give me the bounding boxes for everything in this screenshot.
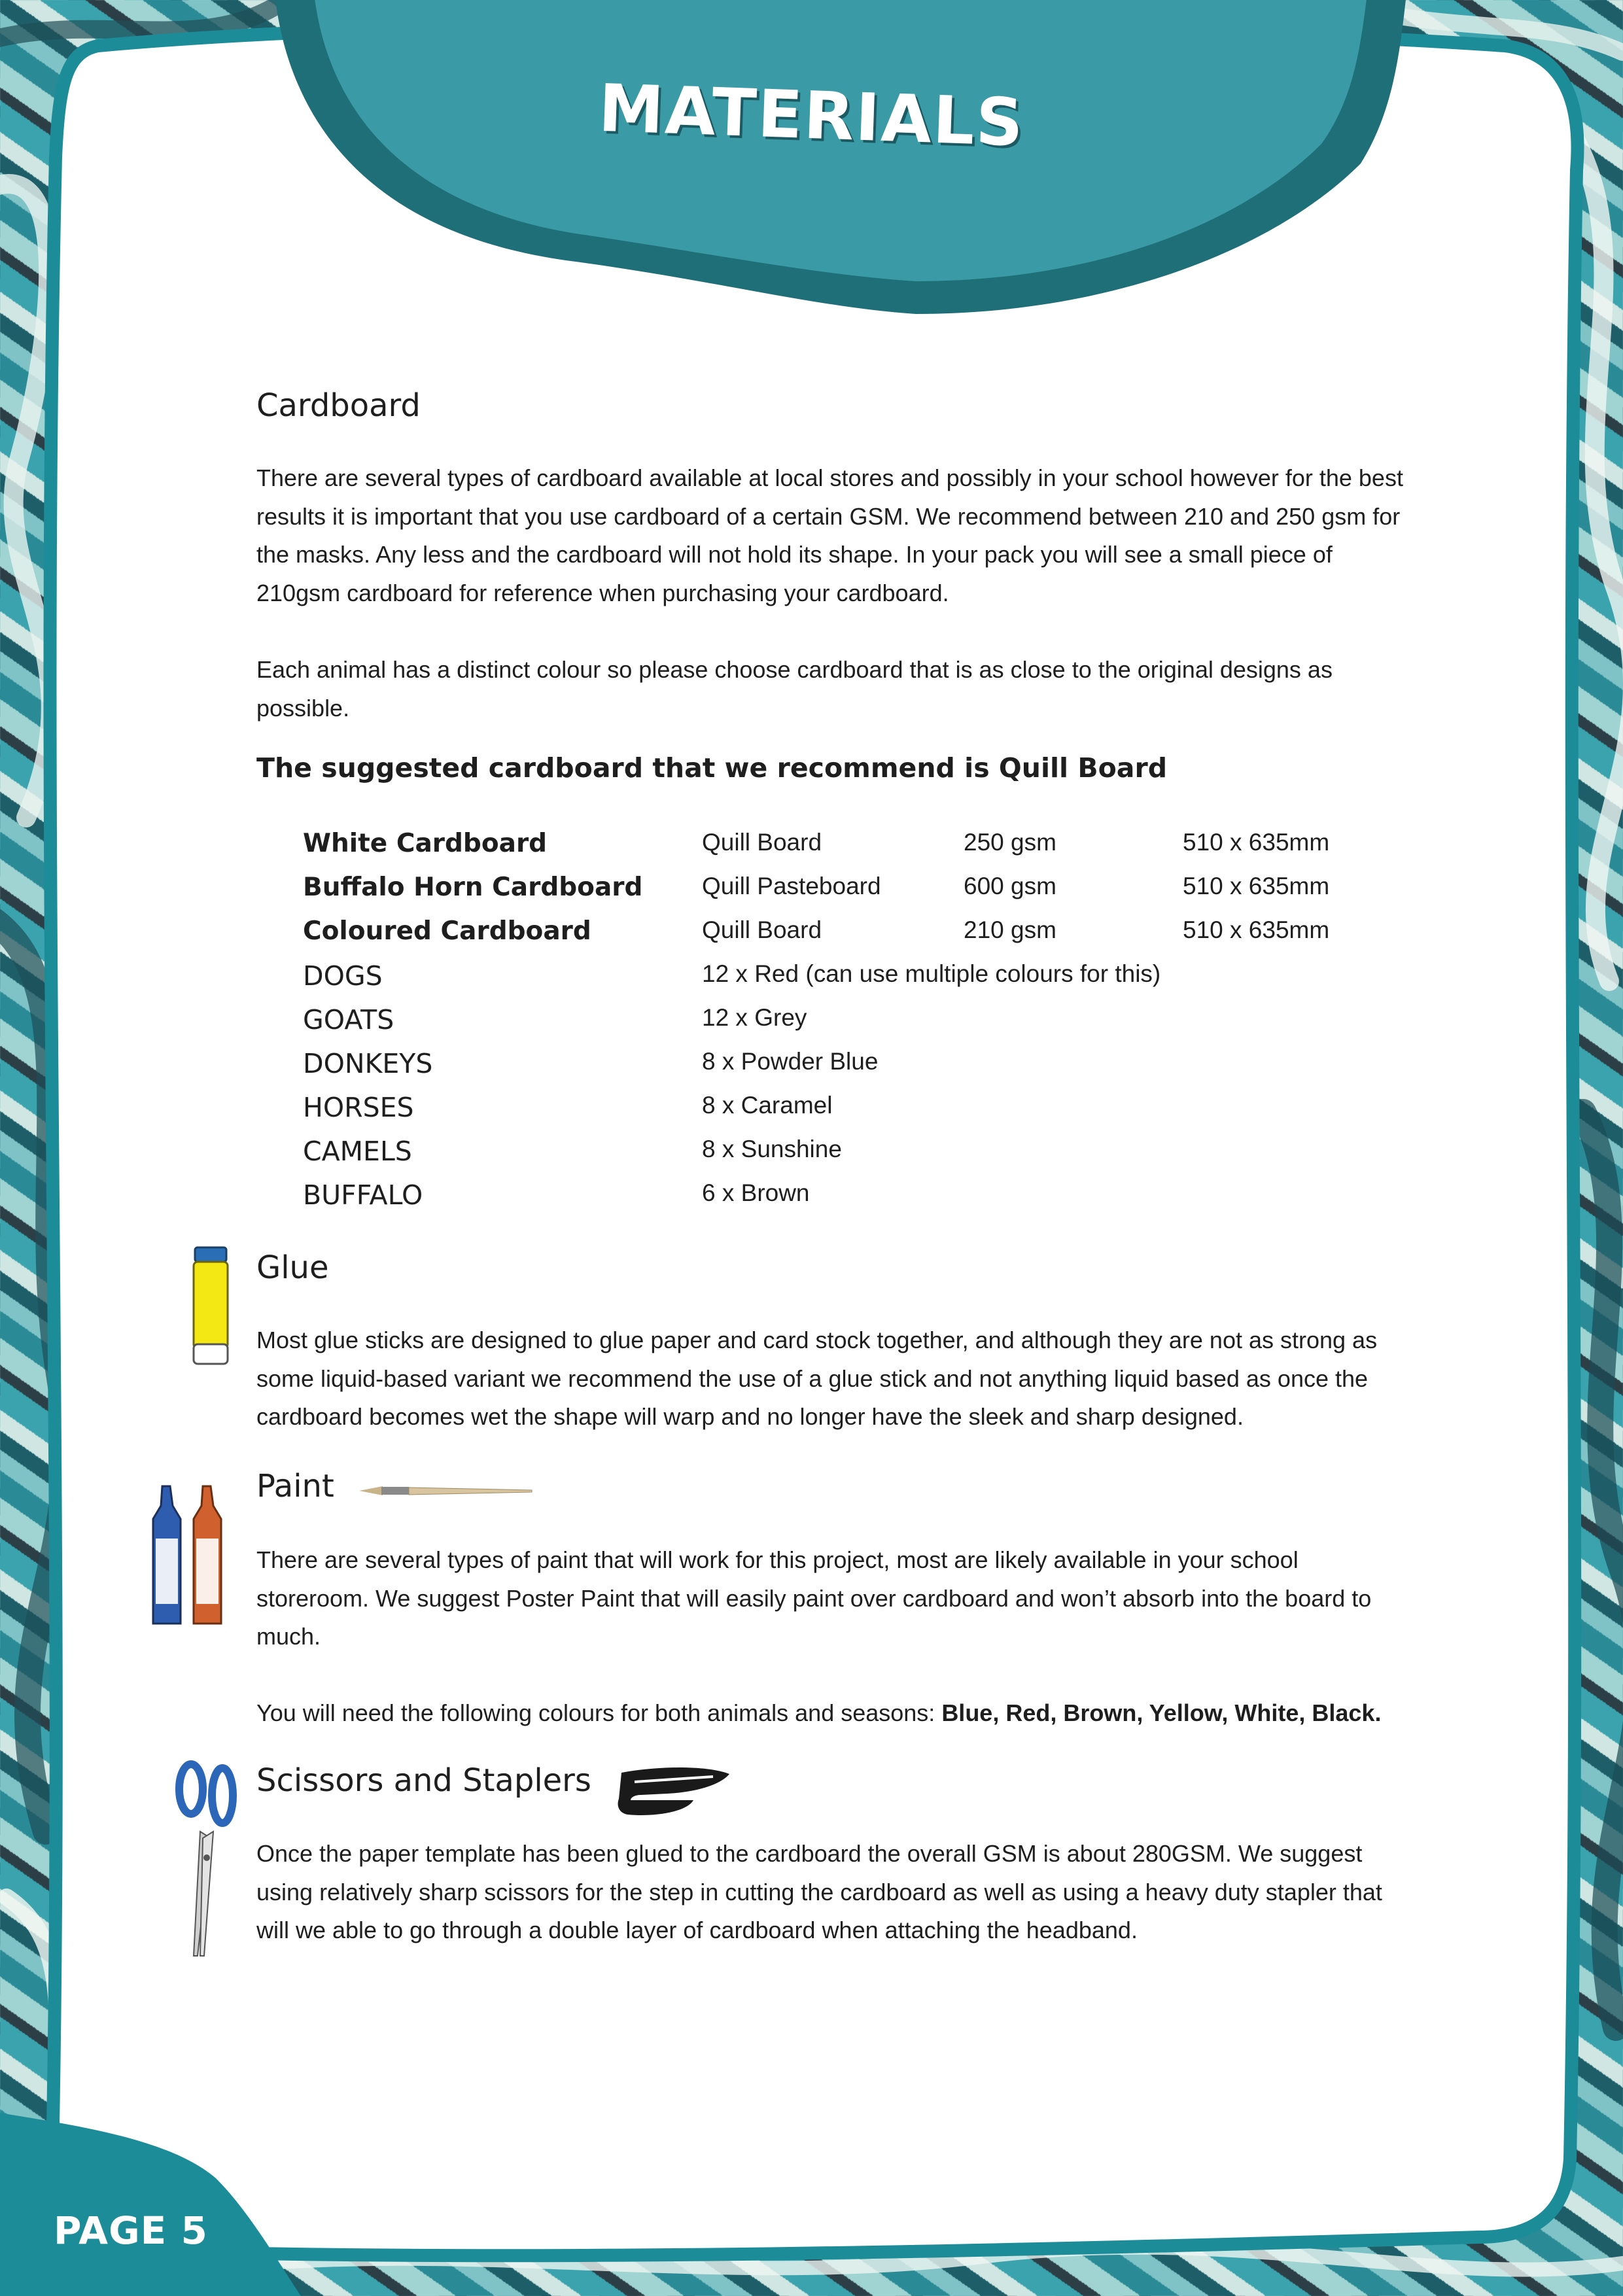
animal-name: DOGS <box>303 960 383 992</box>
page-number: PAGE 5 <box>54 2208 208 2253</box>
table-row <box>303 1092 1415 1136</box>
paintbrush-icon <box>357 1484 533 1498</box>
animal-name: DONKEYS <box>303 1048 433 1079</box>
table-row <box>303 873 1415 916</box>
glue-paragraph: Most glue sticks are designed to glue paper and card stock together, and although they are not as strong as some liquid-based variant we recommend the use of a glue stick and not anything liquid based as once the cardboard becomes wet the shape will warp and no longer have the sleek and sharp designed. <box>256 1327 1378 1430</box>
stapler-icon <box>615 1760 733 1818</box>
section-heading-scissors-staplers: Scissors and Staplers <box>256 1762 591 1799</box>
cardboard-size: 510 x 635mm <box>1183 916 1330 943</box>
cardboard-table <box>303 829 1415 1223</box>
cardboard-gsm: 250 gsm <box>964 829 1056 856</box>
animal-name: BUFFALO <box>303 1179 423 1211</box>
table-row <box>303 1179 1415 1223</box>
animal-colour: 8 x Sunshine <box>702 1136 842 1162</box>
animal-name: HORSES <box>303 1092 414 1123</box>
cardboard-gsm: 210 gsm <box>964 916 1056 943</box>
table-row <box>303 1004 1415 1048</box>
paint-bottles-icon <box>149 1480 241 1630</box>
animal-name: GOATS <box>303 1004 394 1035</box>
cardboard-type-name: Coloured Cardboard <box>303 916 591 946</box>
paint-colours-intro: You will need the following colours for both animals and seasons: <box>256 1699 942 1726</box>
animal-colour: 8 x Caramel <box>702 1092 833 1119</box>
cardboard-brand: Quill Pasteboard <box>702 873 881 899</box>
section-heading-cardboard: Cardboard <box>256 387 421 424</box>
animal-colour: 6 x Brown <box>702 1179 810 1206</box>
scissors-paragraph: Once the paper template has been glued to the cardboard the overall GSM is about 280GSM. We suggest using relatively sharp scissors for the step in cutting the cardboard as well as using a heavy duty stapler that will we able to go through a double layer of cardboard when attaching the headband. <box>256 1840 1382 1943</box>
paint-colours-list: Blue, Red, Brown, Yellow, White, Black. <box>941 1699 1382 1726</box>
paint-paragraph-2 <box>256 1694 1408 1733</box>
cardboard-size: 510 x 635mm <box>1183 873 1330 899</box>
cardboard-recommendation: The suggested cardboard that we recommend is Quill Board <box>256 752 1168 784</box>
cardboard-size: 510 x 635mm <box>1183 829 1330 856</box>
scissors-icon <box>171 1760 243 1962</box>
table-row <box>303 1136 1415 1179</box>
table-row <box>303 916 1415 960</box>
table-row <box>303 1048 1415 1092</box>
cardboard-type-name: White Cardboard <box>303 829 548 858</box>
table-row <box>303 829 1415 873</box>
cardboard-brand: Quill Board <box>702 829 822 856</box>
animal-colour: 12 x Grey <box>702 1004 807 1031</box>
section-heading-paint: Paint <box>256 1468 334 1505</box>
cardboard-paragraph-1: There are several types of cardboard available at local stores and possibly in your school however for the best results it is important that you use cardboard of a certain GSM. We recommend between 210 and 250 gsm for the masks. Any less and the cardboard will not hold its shape. In your pack you will see a small piece of 210gsm cardboard for reference when purchasing your cardboard. <box>256 464 1403 606</box>
animal-colour: 8 x Powder Blue <box>702 1048 879 1075</box>
page-title: MATERIALS <box>597 69 1026 162</box>
table-row <box>303 960 1415 1004</box>
paint-paragraph-1: There are several types of paint that will work for this project, most are likely available in your school storeroom. We suggest Poster Paint that will easily paint over cardboard and won’t absorb into the board to much. <box>256 1546 1372 1650</box>
cardboard-paragraph-2: Each animal has a distinct colour so please choose cardboard that is as close to the original designs as possible. <box>256 656 1333 722</box>
section-heading-glue: Glue <box>256 1249 329 1286</box>
animal-colour: 12 x Red (can use multiple colours for this) <box>702 960 1161 987</box>
animal-name: CAMELS <box>303 1136 412 1167</box>
glue-stick-icon <box>191 1246 230 1367</box>
cardboard-type-name: Buffalo Horn Cardboard <box>303 873 643 902</box>
cardboard-gsm: 600 gsm <box>964 873 1056 899</box>
cardboard-brand: Quill Board <box>702 916 822 943</box>
